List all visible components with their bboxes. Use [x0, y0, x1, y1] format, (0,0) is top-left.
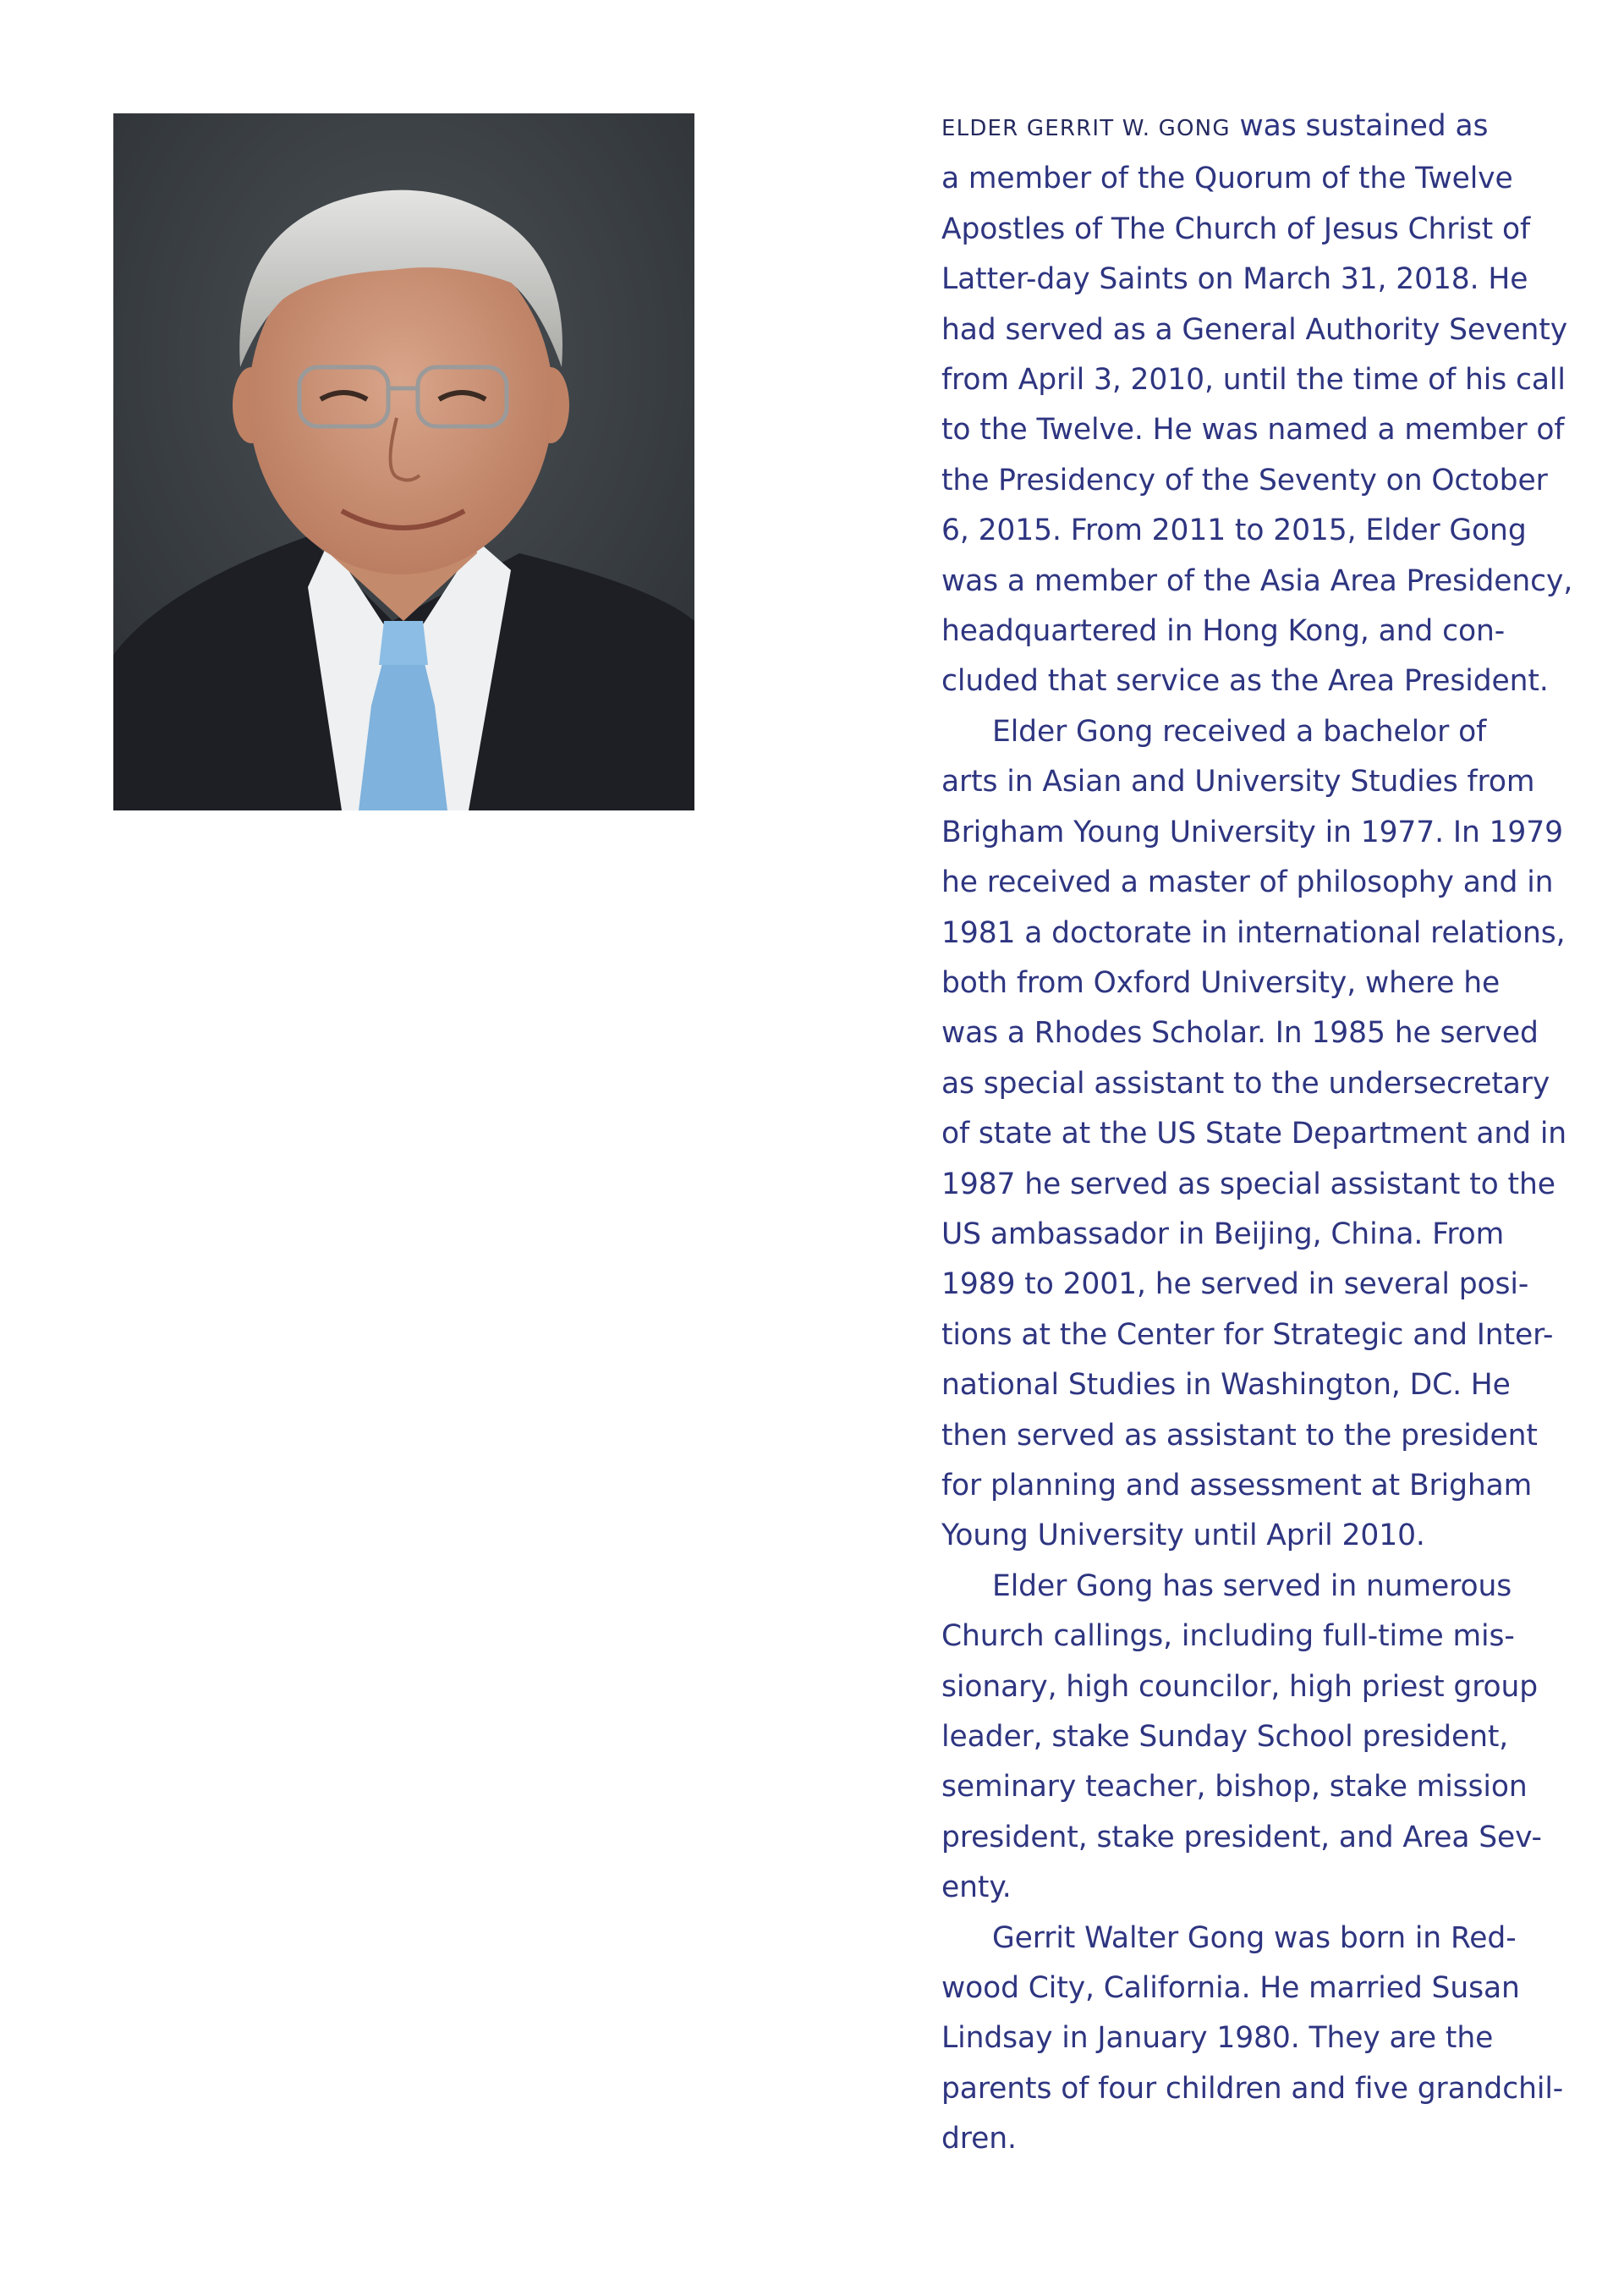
- bio-line: Latter-day Saints on March 31, 2018. He: [941, 262, 1528, 297]
- bio-line: had served as a General Authority Seventy: [941, 312, 1568, 347]
- bio-line: Lindsay in January 1980. They are the: [941, 2021, 1494, 2056]
- bio-line: Brigham Young University in 1977. In 1979: [941, 815, 1563, 849]
- bio-line: 1981 a doctorate in international relations,: [941, 915, 1566, 950]
- bio-line: was a Rhodes Scholar. In 1985 he served: [941, 1016, 1539, 1051]
- bio-line: he received a master of philosophy and in: [941, 865, 1554, 900]
- name-heading: ELDER GERRIT W. GONG: [941, 116, 1231, 141]
- portrait-illustration: [113, 113, 694, 810]
- bio-line: a member of the Quorum of the Twelve: [941, 162, 1513, 196]
- bio-line: the Presidency of the Seventy on October: [941, 463, 1548, 497]
- bio-line: for planning and assessment at Brigham: [941, 1468, 1533, 1502]
- bio-line: Gerrit Walter Gong was born in Red-: [992, 1920, 1517, 1955]
- bio-line: sionary, high councilor, high priest group: [941, 1669, 1539, 1704]
- bio-line: Apostles of The Church of Jesus Christ of: [941, 211, 1531, 246]
- bio-line: 1989 to 2001, he served in several posi-: [941, 1267, 1529, 1302]
- bio-line: enty.: [941, 1870, 1012, 1905]
- bio-line: Elder Gong received a bachelor of: [992, 714, 1487, 749]
- bio-line-text: was sustained as: [1230, 109, 1489, 143]
- bio-line: from April 3, 2010, until the time of his call: [941, 363, 1566, 398]
- bio-line: tions at the Center for Strategic and Inter-: [941, 1317, 1554, 1352]
- bio-line: president, stake president, and Area Sev-: [941, 1820, 1542, 1854]
- bio-line: then served as assistant to the president: [941, 1418, 1538, 1453]
- bio-line: to the Twelve. He was named a member of: [941, 413, 1565, 448]
- bio-line: Young University until April 2010.: [941, 1519, 1425, 1553]
- bio-line: as special assistant to the undersecretary: [941, 1066, 1550, 1101]
- bio-line: wood City, California. He married Susan: [941, 1971, 1520, 2006]
- bio-line: seminary teacher, bishop, stake mission: [941, 1770, 1528, 1804]
- bio-line: Church callings, including full-time mis-: [941, 1619, 1515, 1654]
- bio-line: headquartered in Hong Kong, and con-: [941, 614, 1506, 649]
- bio-line: US ambassador in Beijing, China. From: [941, 1217, 1505, 1251]
- bio-line: arts in Asian and University Studies from: [941, 765, 1535, 799]
- bio-line: national Studies in Washington, DC. He: [941, 1368, 1511, 1403]
- bio-line: parents of four children and five grandchil-: [941, 2071, 1564, 2106]
- bio-line: of state at the US State Department and in: [941, 1117, 1567, 1151]
- bio-line: 1987 he served as special assistant to the: [941, 1167, 1555, 1201]
- bio-line: was a member of the Asia Area Presidency,: [941, 563, 1573, 598]
- bio-line: 6, 2015. From 2011 to 2015, Elder Gong: [941, 514, 1527, 548]
- biography-text: [941, 102, 1573, 2165]
- bio-line: Elder Gong has served in numerous: [992, 1568, 1512, 1603]
- bio-line: [941, 102, 1533, 154]
- bio-line: dren.: [941, 2122, 1017, 2156]
- bio-line: leader, stake Sunday School president,: [941, 1720, 1509, 1754]
- bio-line: both from Oxford University, where he: [941, 965, 1501, 1000]
- bio-line: cluded that service as the Area President.: [941, 664, 1549, 699]
- portrait-photo: [113, 113, 694, 810]
